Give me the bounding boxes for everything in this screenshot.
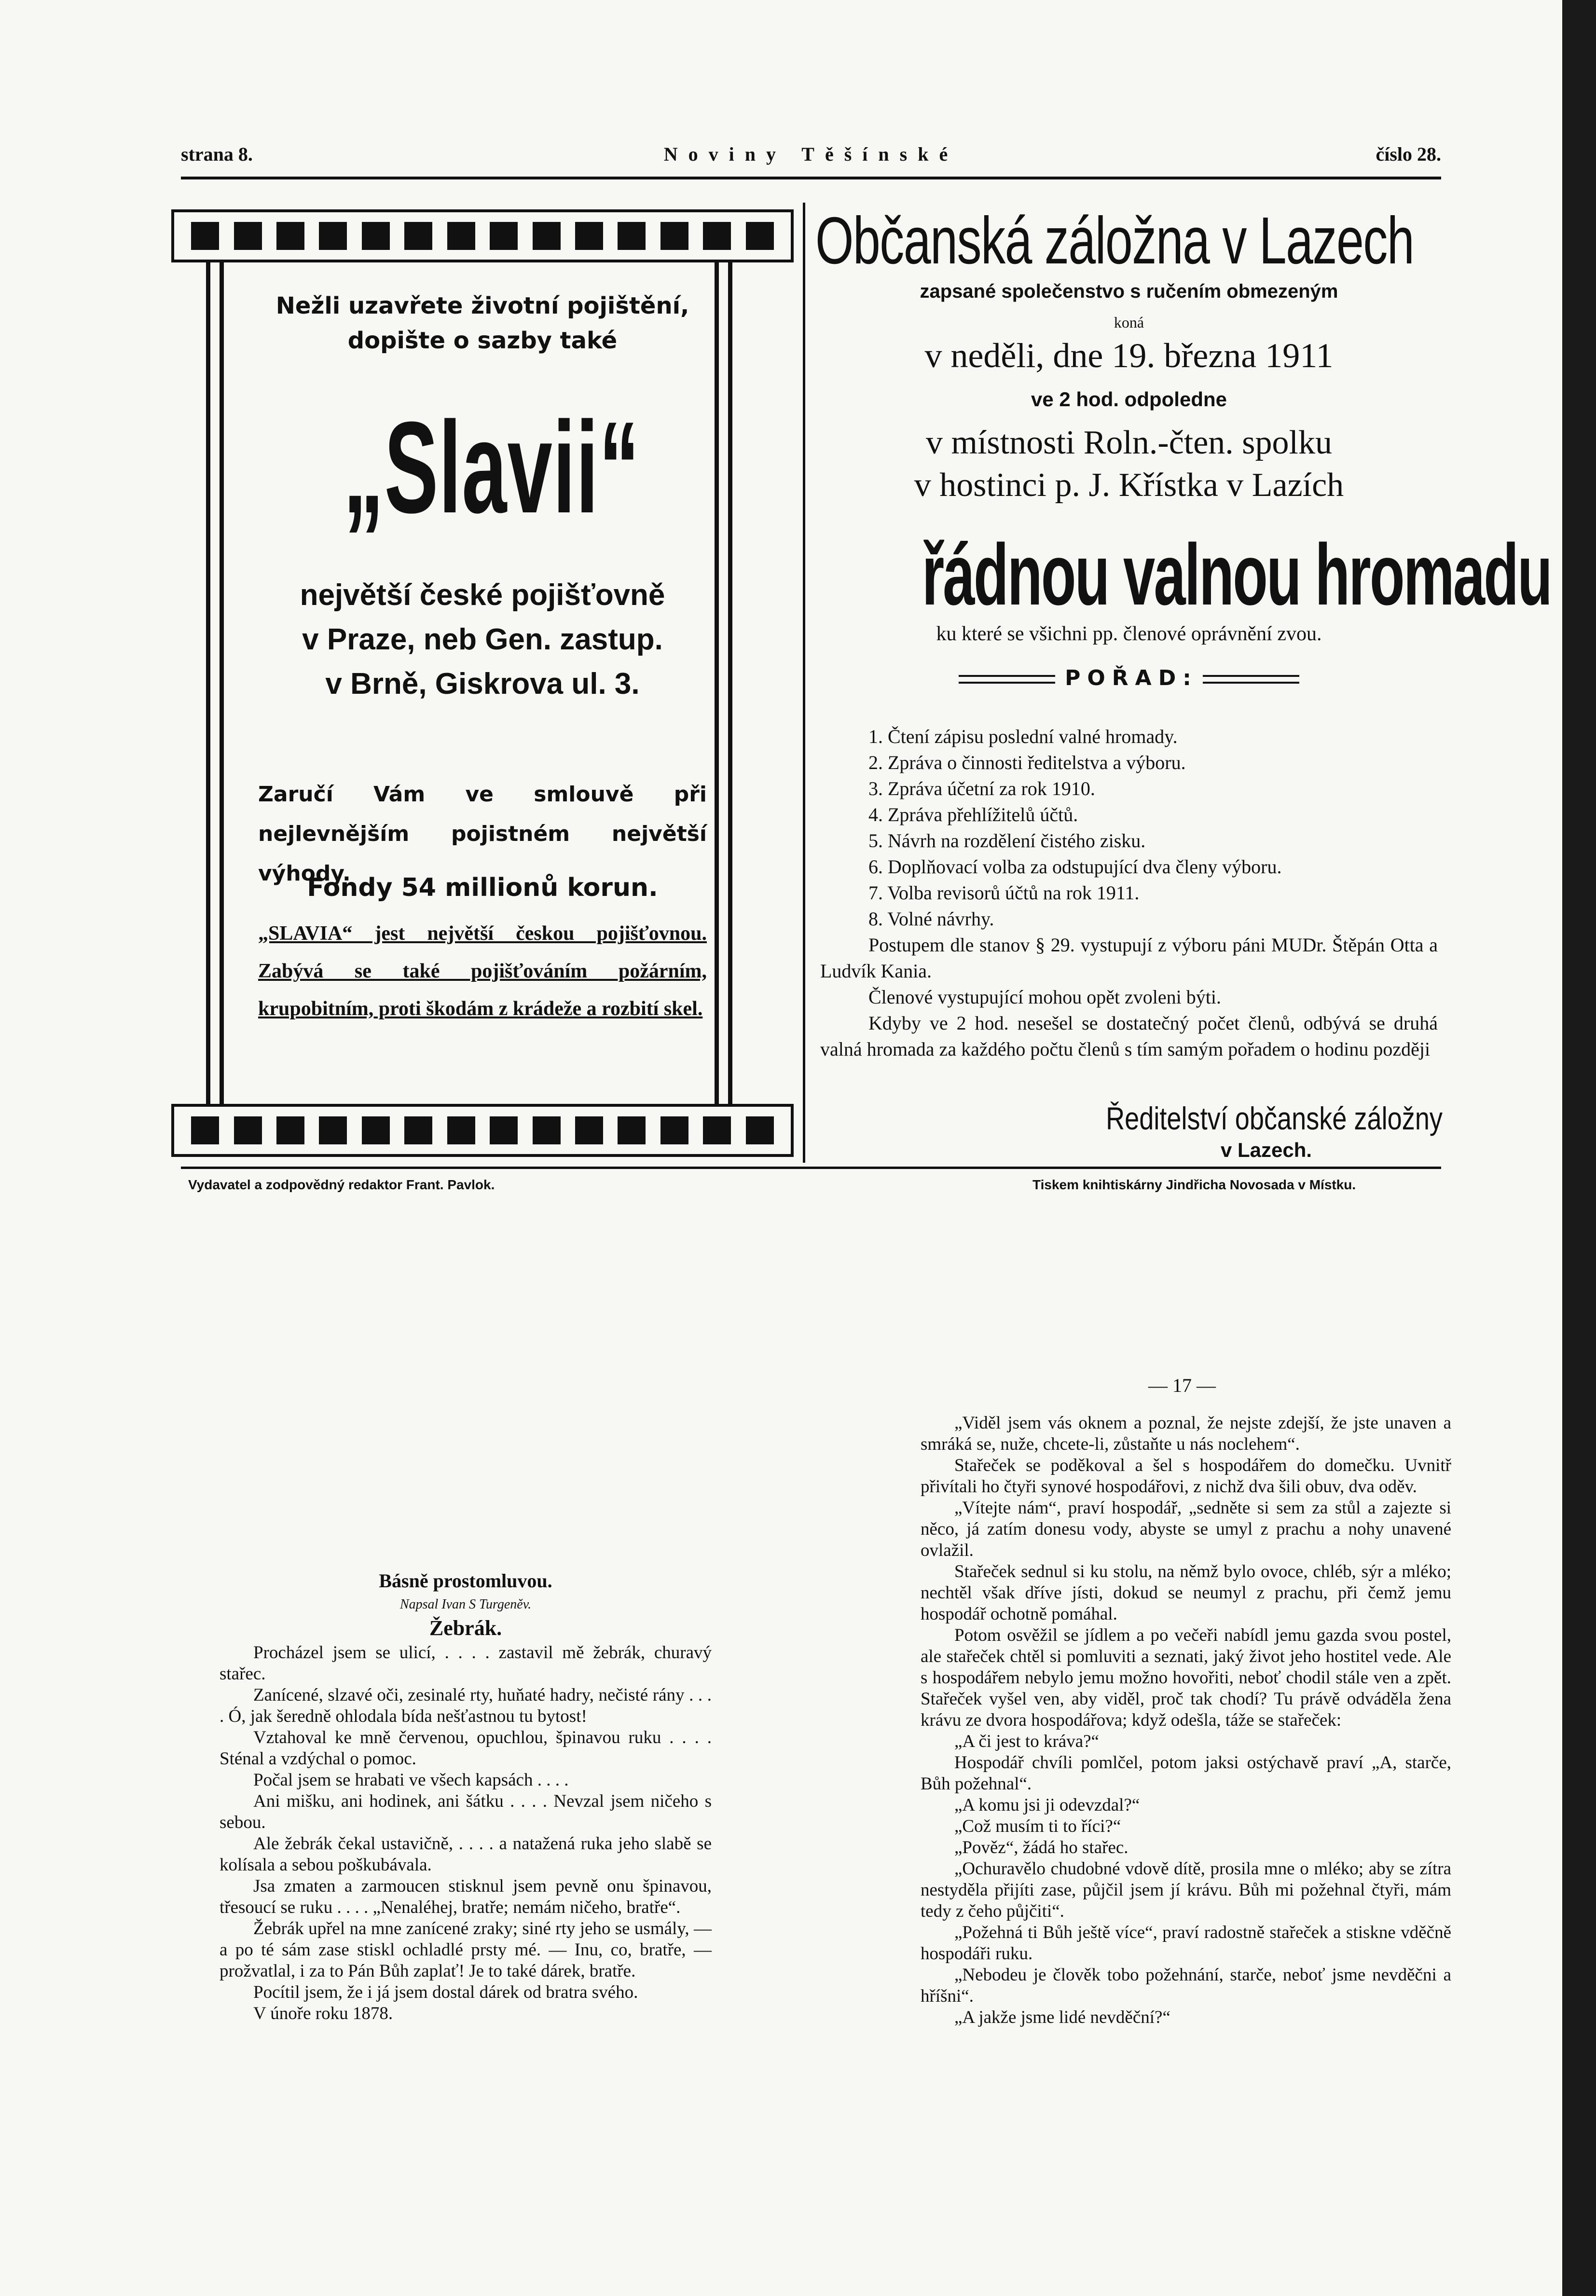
column-divider [803,203,805,1163]
poem-paragraph: Ale žebrák čekal ustavičně, . . . . a natažená ruka jeho slabě se kolísala a sebou poškubávala. [220,1834,712,1875]
program-item: 5. Návrh na rozdělení čistého zisku. [868,830,1146,852]
poem-author: Napsal Ivan S Turgeněv. [399,1597,532,1612]
program-item: 2. Zpráva o činnosti ředitelstva a výboru. [868,752,1186,773]
poem-paragraph: Počal jsem se hrabati ve všech kapsách . . . . [253,1770,569,1790]
story-paragraph: „Viděl jsem vás oknem a poznal, že nejste zdejší, že jste unaven a smráká se, nuže, chcete-li, zůstaňte u nás noclehem“. [921,1413,1451,1454]
poem-paragraph: Jsa zmaten a zarmoucen stisknul jsem pevně onu špinavou, třesoucí se ruku . . . . „Nenaléhej, bratře; nemám ničeho, bratře“. [220,1876,712,1917]
poem-paragraph: Pocítil jsem, že i já jsem dostal dárek od bratra svého. [253,1982,638,2002]
story-paragraph: Potom osvěžil se jídlem a po večeři nabídl jemu gazda svou postel, ale stařeček chtěl si pomluviti a seznati, jaký život jeho hostitel vede. Ale s hospodářem nebylo jemu možno hovořiti, neboť chodil stále ven a zpět. Stařeček vyšel ven, aby viděl, proč tak chodí? Tu právě odváděla žena krávu ze dvora hospodářova; když odešla, táže se stařeček: [921,1625,1451,1730]
program-heading: POŘAD: [815,666,1443,690]
story-paragraph: „Nebodeu je člověk tobo požehnání, starče, neboť jsme nevděčni a hříšni“. [921,1965,1451,2006]
story-paragraph: „Pověz“, žádá ho stařec. [954,1838,1128,1857]
story-paragraph: „Požehná ti Bůh ještě více“, praví radostně stařeček a stiskne vděčně hospodáři ruku. [921,1923,1451,1964]
slavia-funds: Fondy 54 millionů korun. [307,873,658,902]
poem-paragraph: Žebrák upřel na mne zanícené zraky; siné rty jeho se usmály, — a po té sám zase stiskl ochladlé prsty mé. — Inu, co, bratře, — prožvatlal, i za to Pán Bůh zaplať! Je to také dárek, bratře. [220,1919,712,1981]
footer-rule [181,1167,1441,1169]
poem-title: Žebrák. [429,1616,502,1640]
poem-section-title: Básně prostomluvou. [379,1570,552,1592]
story-paragraph: „Vítejte nám“, praví hospodář, „sedněte si sem za stůl a zajezte si něco, já zatím donesu vody, abyste se umyl z prachu a nohy unavené ovlažil. [921,1498,1451,1560]
program-list [820,724,1438,1062]
story-paragraph: „Ochuravělo chudobné vdově dítě, prosila mne o mléko; aby se zítra nestyděla přijíti zase, půjčil jsem jí krávu. Bůh mi požehnal čtyři, mám tedy z čeho půjčiti“. [921,1859,1451,1921]
story-section [921,1413,1451,2028]
poem-paragraph: Zanícené, slzavé oči, zesinalé rty, huňaté hadry, nečisté rány . . . . Ó, jak šeredně ohlodala bída nešťastnou tu bytost! [220,1685,712,1726]
program-item: 1. Čtení zápisu poslední valné hromady. [868,726,1178,747]
slavia-advertisement [171,198,794,1158]
meeting-heading: řádnou valnou hromadu [922,526,1552,623]
newspaper-title: Noviny Těšínské [663,143,959,165]
publisher-imprint: Vydavatel a zodpovědný redaktor Frant. Pavlok. [188,1177,495,1192]
signature-place: v Lazech. [1221,1139,1312,1161]
meeting-invite: ku které se všichni pp. členové oprávnění zvou. [936,623,1322,645]
bottom-square-border [171,1104,794,1157]
slavia-promise: Zaručí Vám ve smlouvě při nejlevnějším pojistném největší výhody. [258,782,707,886]
slavia-description: největší české pojišťovně v Praze, neb Gen. zastup. v Brně, Giskrova ul. 3. [300,578,665,701]
program-item: 8. Volné návrhy. [868,908,994,930]
zalozna-kona: koná [1114,314,1144,331]
story-paragraph: Stařeček sednul si ku stolu, na němž bylo ovoce, chléb, sýr a mléko; nechtěl však dříve jísti, dokud se neumyl z prachu, při čemž jemu hospodář ochotně pomáhal. [921,1562,1451,1624]
poem-paragraph: Vztahoval ke mně červenou, opuchlou, špinavou ruku . . . . Sténal a vzdýchal o pomoc. [220,1728,712,1769]
slavia-info: „SLAVIA“ jest největší českou pojišťovnou. Zabývá se také pojišťováním požárním, krupobitním, proti škodám z krádeže a rozbití skel. [258,922,707,1020]
issue-number: číslo 28. [1376,143,1441,165]
note-members: Členové vystupující mohou opět zvoleni býti. [868,986,1222,1008]
page-number: strana 8. [181,143,253,165]
signature: Ředitelství občanské záložny [1106,1100,1443,1136]
scan-edge [1562,0,1596,2296]
slavia-lead: Nežli uzavřete životní pojištění, dopište o sazby také [275,292,689,354]
note-quorum: Kdyby ve 2 hod. nesešel se dostatečný počet členů, odbývá se druhá valná hromada za každého počtu členů s tím samým pořadem o hodinu později [820,1012,1438,1060]
story-paragraph: Hospodář chvíli pomlčel, potom jaksi ostýchavě praví „A, starče, Bůh požehnal“. [921,1753,1451,1794]
story-paragraph: „A či jest to kráva?“ [954,1732,1099,1751]
story-paragraph: Stařeček se poděkoval a šel s hospodářem do domečku. Uvnitř přivítali ho čtyři synové hospodářovi, z nichž dva šili obuv, dva oděv. [921,1456,1451,1497]
story-paragraph: „A jakže jsme lidé nevděční?“ [954,2007,1170,2027]
header-rule [181,177,1441,179]
poem-date: V únoře roku 1878. [253,2004,393,2023]
zalozna-subtitle: zapsané společenstvo s ručením obmezeným [920,281,1338,302]
story-page-number: — 17 — [1148,1375,1216,1396]
note-stanovy: Postupem dle stanov § 29. vystupují z výboru páni MUDr. Štěpán Otta a Ludvík Kania. [820,934,1438,982]
story-paragraph: „A komu jsi ji odevzdal?“ [954,1795,1140,1815]
top-square-border [171,209,794,262]
program-item: 4. Zpráva přehlížitelů účtů. [868,804,1078,825]
meeting-date: v neděli, dne 19. března 1911 [924,336,1334,375]
program-item: 3. Zpráva účetní za rok 1910. [868,778,1095,799]
slavia-name: „Slavii“ [343,395,640,540]
page-header [181,143,1441,167]
poem-paragraph: Procházel jsem se ulicí, . . . . zastavil mě žebrák, churavý stařec. [220,1643,712,1684]
printer-imprint: Tiskem knihtiskárny Jindřicha Novosada v Místku. [1032,1177,1356,1192]
meeting-time: ve 2 hod. odpoledne [1031,388,1227,411]
program-item: 6. Doplňovací volba za odstupující dva členy výboru. [868,856,1282,878]
zalozna-title: Občanská záložna v Lazech [815,204,1414,278]
program-item: 7. Volba revisorů účtů na rok 1911. [868,882,1140,904]
story-paragraph: „Což musím ti to říci?“ [954,1816,1121,1836]
poem-section [220,1567,712,2024]
meeting-place: v místnosti Roln.-čten. spolku v hostinci p. J. Křístka v Lazích [914,424,1344,504]
poem-paragraph: Ani mišku, ani hodinek, ani šátku . . . . Nevzal jsem ničeho s sebou. [220,1791,712,1832]
